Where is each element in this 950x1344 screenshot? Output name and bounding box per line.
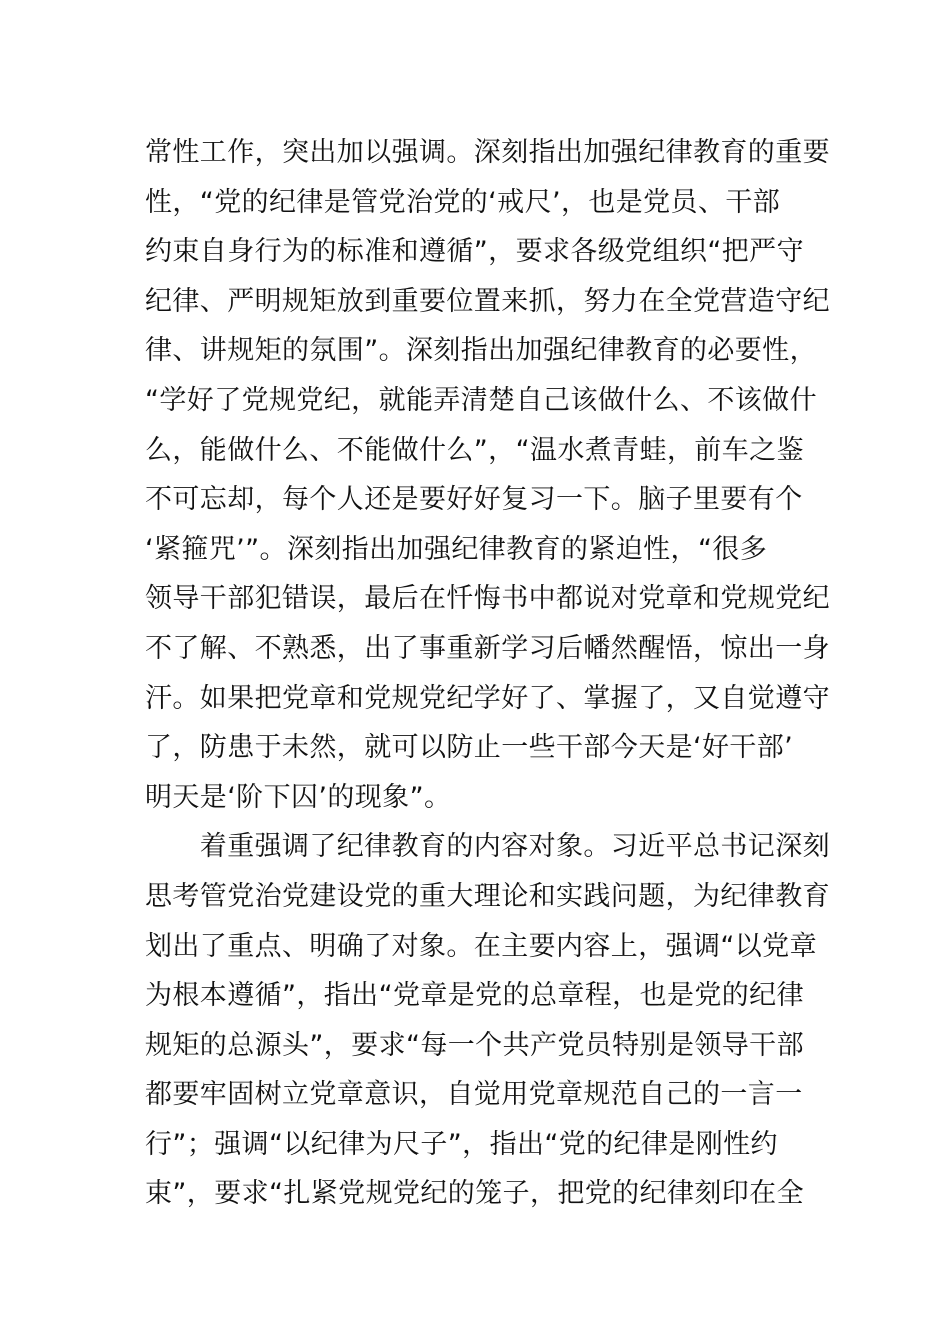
text-line: 行”；强调“以纪律为尺子”，指出“党的纪律是刚性约 — [145, 1128, 778, 1160]
text-line: 不可忘却，每个人还是要好好复习一下。脑子里要有个 — [145, 484, 803, 516]
text-line: 律、讲规矩的氛围”。深刻指出加强纪律教育的必要性， — [145, 335, 817, 367]
text-line: 束”，要求“扎紧党规党纪的笼子，把党的纪律刻印在全 — [145, 1178, 804, 1210]
text-line: 不了解、不熟悉，出了事重新学习后幡然醒悟，惊出一身 — [145, 632, 830, 664]
text-line: 常性工作，突出加以强调。深刻指出加强纪律教育的重要 — [145, 137, 830, 168]
text-line: 么，能做什么、不能做什么”，“温水煮青蛙，前车之鉴 — [145, 434, 804, 466]
text-line: ‘紧箍咒’”。深刻指出加强纪律教育的紧迫性，“很多 — [145, 533, 768, 565]
text-line: 领导干部犯错误，最后在忏悔书中都说对党章和党规党纪 — [145, 583, 830, 615]
text-line: 明天是‘阶下囚’的现象”。 — [145, 781, 452, 813]
body-text — [145, 128, 830, 1219]
text-line: 着重强调了纪律教育的内容对象。习近平总书记深刻 — [145, 831, 830, 863]
text-line: 规矩的总源头”，要求“每一个共产党员特别是领导干部 — [145, 1029, 804, 1061]
text-line: 为根本遵循”，指出“党章是党的总章程，也是党的纪律 — [145, 980, 804, 1012]
text-line: 性，“党的纪律是管党治党的‘戒尺’，也是党员、干部 — [145, 186, 781, 218]
text-line: 约束自身行为的标准和遵循”，要求各级党组织“把严守 — [145, 236, 804, 268]
text-line: 了，防患于未然，就可以防止一些干部今天是‘好干部’ — [145, 732, 794, 764]
text-line: 划出了重点、明确了对象。在主要内容上，强调“以党章 — [145, 930, 817, 962]
text-line: 纪律、严明规矩放到重要位置来抓，努力在全党营造守纪 — [145, 285, 830, 317]
text-line: 汗。如果把党章和党规党纪学好了、掌握了，又自觉遵守 — [145, 682, 830, 714]
text-line: “学好了党规党纪，就能弄清楚自己该做什么、不该做什 — [145, 384, 817, 416]
text-line: 都要牢固树立党章意识，自觉用党章规范自己的一言一 — [145, 1079, 803, 1111]
text-line: 思考管党治党建设党的重大理论和实践问题，为纪律教育 — [145, 880, 830, 912]
